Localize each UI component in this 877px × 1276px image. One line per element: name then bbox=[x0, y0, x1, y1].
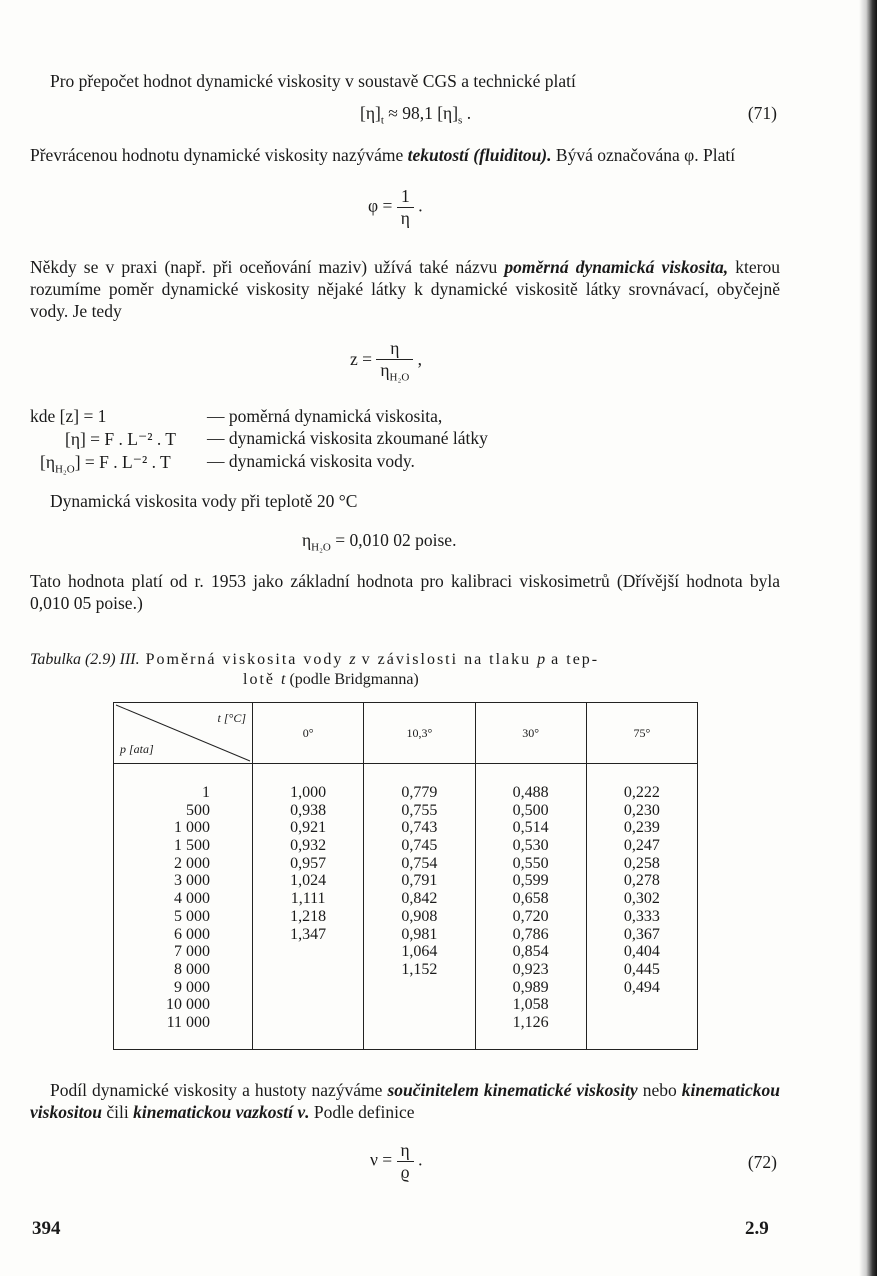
column-0 bbox=[253, 764, 364, 1050]
value-cell: 0,278 bbox=[623, 872, 660, 890]
value-cell: 0,230 bbox=[623, 801, 660, 819]
value-cell: 0,743 bbox=[401, 819, 438, 837]
value-cell: 0,791 bbox=[401, 872, 438, 890]
value-cell: 0,302 bbox=[623, 890, 660, 908]
definition-eta: [η] = F . L⁻² . T bbox=[65, 429, 176, 449]
value-cell: 0,500 bbox=[512, 801, 549, 819]
value-cell: 0,842 bbox=[401, 890, 438, 908]
pressure-cell: 6 000 bbox=[174, 925, 210, 943]
value-cell: 0,720 bbox=[512, 907, 549, 925]
equation-z: z = $\frac{\eta}{\eta_{H_2O}}$ , bbox=[350, 338, 423, 384]
paragraph-relative-viscosity: Někdy se v praxi (např. při oceňování maziv) užívá také názvu poměrná dynamická viskosita, kterou rozumíme poměr dynamické viskosity nějaké látky k dynamické viskositě látky srovnávací, obyčejně vody. Je tedy bbox=[30, 257, 780, 321]
value-cell: 0,404 bbox=[623, 943, 660, 961]
pressure-cell: 11 000 bbox=[166, 1013, 210, 1031]
value-cell: 1,024 bbox=[290, 872, 327, 890]
pressure-column bbox=[114, 764, 253, 1050]
value-cell: 1,126 bbox=[512, 1013, 549, 1031]
value-cell: 1,218 bbox=[290, 907, 327, 925]
value-cell: 0,247 bbox=[623, 837, 660, 855]
value-cell: 0,367 bbox=[623, 925, 660, 943]
value-cell: 1,152 bbox=[401, 960, 438, 978]
value-cell: 0,981 bbox=[401, 925, 438, 943]
header-30: 30° bbox=[475, 703, 586, 764]
value-cell: 0,786 bbox=[512, 925, 549, 943]
value-cell: 1,347 bbox=[290, 925, 327, 943]
column-75 bbox=[586, 764, 697, 1050]
value-cell: 0,258 bbox=[623, 854, 660, 872]
pressure-cell: 1 500 bbox=[174, 837, 210, 855]
definition-eta-water: $[\eta_{H_2O}] = F$ . L⁻² . T bbox=[40, 452, 171, 476]
value-cell: 0,908 bbox=[401, 907, 438, 925]
value-cell: 0,755 bbox=[401, 801, 438, 819]
value-cell: 0,445 bbox=[623, 960, 660, 978]
corner-pressure-label: p [ata] bbox=[120, 742, 154, 756]
pressure-cell: 10 000 bbox=[166, 996, 210, 1014]
pressure-cell: 9 000 bbox=[174, 978, 210, 996]
page-number: 394 bbox=[32, 1218, 61, 1239]
pressure-cell: 1 bbox=[202, 784, 210, 801]
paragraph-fluidity: Převrácenou hodnotu dynamické viskosity nazýváme tekutostí (fluiditou). Bývá označována φ. Platí bbox=[30, 145, 736, 165]
header-0: 0° bbox=[253, 703, 364, 764]
value-cell: 0,932 bbox=[290, 837, 327, 855]
pressure-cell: 2 000 bbox=[174, 854, 210, 872]
column-30 bbox=[475, 764, 586, 1050]
value-cell: 0,488 bbox=[512, 784, 549, 801]
pressure-cell: 5 000 bbox=[174, 907, 210, 925]
pressure-cell: 1 000 bbox=[174, 819, 210, 837]
definition-z: kde [z] = 1 bbox=[30, 406, 107, 426]
value-cell: 0,222 bbox=[623, 784, 660, 801]
pressure-cell: 3 000 bbox=[174, 872, 210, 890]
equation-72: ν = $\frac{\eta}{ϱ}$ . bbox=[370, 1140, 423, 1182]
value-cell: 1,111 bbox=[290, 890, 326, 908]
value-cell: 0,239 bbox=[623, 819, 660, 837]
page-edge-shadow bbox=[859, 0, 877, 1276]
value-cell: 0,550 bbox=[512, 854, 549, 872]
value-cell: 0,745 bbox=[401, 837, 438, 855]
value-cell: 0,989 bbox=[512, 978, 549, 996]
equation-number-71: (71) bbox=[747, 103, 777, 123]
equation-eta-water: $\eta_{H_2O} = 0,010$ 02 poise. bbox=[302, 530, 457, 554]
definition-eta-text: — dynamická viskosita zkoumané látky bbox=[207, 428, 488, 448]
pressure-cell: 7 000 bbox=[174, 943, 210, 961]
value-cell: 0,854 bbox=[512, 943, 549, 961]
value-cell: 0,938 bbox=[290, 801, 327, 819]
value-cell: 1,058 bbox=[512, 996, 549, 1014]
section-number: 2.9 bbox=[745, 1218, 769, 1239]
header-10-3: 10,3° bbox=[364, 703, 475, 764]
value-cell: 0,921 bbox=[290, 819, 327, 837]
definition-z-text: — poměrná dynamická viskosita, bbox=[207, 406, 443, 426]
equation-71: $[\eta]_t \approx 98,1$ $[\eta]_s$ . bbox=[360, 103, 472, 127]
value-cell: 1,064 bbox=[401, 943, 438, 961]
equation-number-72: (72) bbox=[747, 1152, 777, 1172]
value-cell: 0,599 bbox=[512, 872, 549, 890]
value-cell: 0,779 bbox=[401, 784, 438, 801]
value-cell: 0,658 bbox=[512, 890, 549, 908]
column-10-3 bbox=[364, 764, 475, 1050]
value-cell: 1,000 bbox=[290, 784, 327, 801]
equation-phi: φ = $\frac{1}{\eta}$ . bbox=[368, 186, 423, 228]
viscosity-table bbox=[113, 702, 698, 1050]
paragraph-calibration: Tato hodnota platí od r. 1953 jako základní hodnota pro kalibraci viskosimetrů (Dřívější hodnota byla 0,010 05 poise.) bbox=[30, 571, 780, 613]
value-cell: 0,957 bbox=[290, 854, 327, 872]
pressure-cell: 500 bbox=[186, 801, 210, 819]
paragraph-conversion: Pro přepočet hodnot dynamické viskosity v soustavě CGS a technické platí bbox=[50, 71, 576, 91]
paragraph-water-viscosity: Dynamická viskosita vody při teplotě 20 °C bbox=[50, 491, 358, 511]
value-cell: 0,923 bbox=[512, 960, 549, 978]
table-caption: Tabulka (2.9) III. Poměrná viskosita vody z v závislosti na tlaku p a tep- lotě t (podle Bridgmanna) bbox=[30, 651, 600, 688]
pressure-cell: 8 000 bbox=[174, 960, 210, 978]
corner-temperature-label: t [°C] bbox=[217, 711, 246, 725]
value-cell: 0,514 bbox=[512, 819, 549, 837]
value-cell: 0,494 bbox=[623, 978, 660, 996]
definition-eta-water-text: — dynamická viskosita vody. bbox=[207, 451, 415, 471]
value-cell: 0,754 bbox=[401, 854, 438, 872]
table-corner bbox=[114, 703, 253, 764]
header-75: 75° bbox=[586, 703, 697, 764]
value-cell: 0,530 bbox=[512, 837, 549, 855]
pressure-cell: 4 000 bbox=[174, 890, 210, 908]
paragraph-kinematic: Podíl dynamické viskosity a hustoty nazýváme součinitelem kinematické viskosity nebo kinematickou viskositou čili kinematickou vazkostí ν. Podle definice bbox=[30, 1080, 780, 1122]
value-cell: 0,333 bbox=[623, 907, 660, 925]
